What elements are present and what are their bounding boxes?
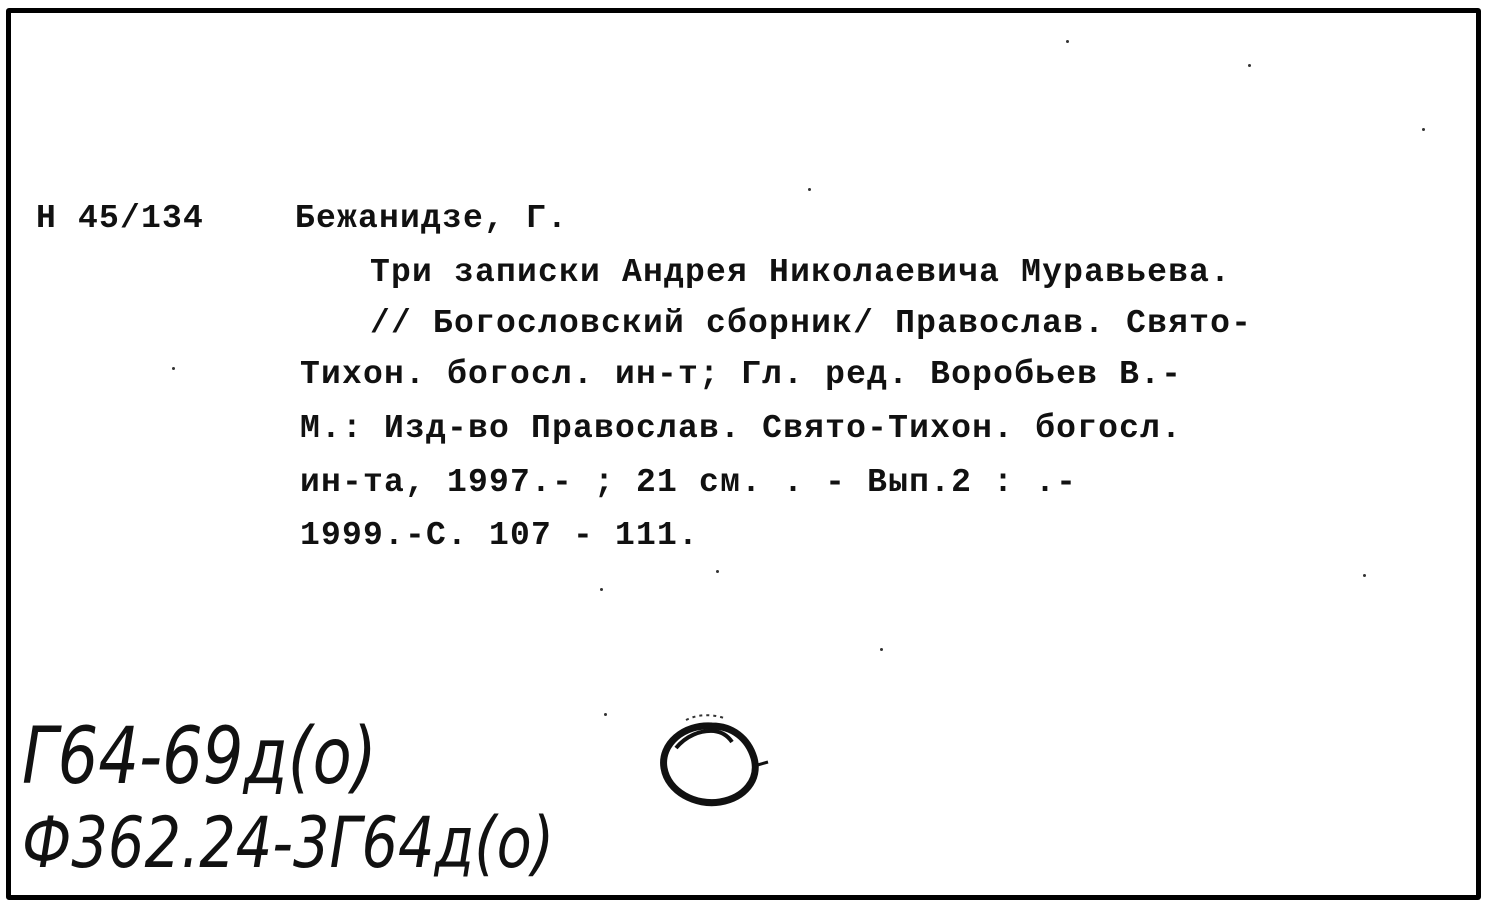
scan-speck — [600, 588, 603, 591]
handwritten-classification: Ф362.24-3Г64д(о) — [22, 802, 555, 884]
scan-speck — [880, 648, 883, 651]
scan-speck — [1363, 574, 1366, 577]
scan-speck — [1422, 128, 1425, 131]
scan-speck — [604, 713, 607, 716]
circle-stamp-icon — [652, 706, 774, 816]
scan-speck — [716, 570, 719, 573]
scan-speck — [1066, 40, 1069, 43]
description-line: Тихон. богосл. ин-т; Гл. ред. Воробьев В.- — [300, 356, 1183, 393]
author-heading: Бежанидзе, Г. — [295, 200, 569, 237]
description-line: // Богословский сборник/ Православ. Свято- — [370, 305, 1253, 342]
scan-speck — [1248, 64, 1251, 67]
description-line: М.: Изд-во Православ. Свято-Тихон. богосл. — [300, 410, 1183, 447]
scan-speck — [808, 188, 811, 191]
handwritten-shelfmark: Г64-69д(о) — [22, 712, 377, 802]
description-line: 1999.-С. 107 - 111. — [300, 517, 700, 554]
description-line: ин-та, 1997.- ; 21 см. . - Вып.2 : .- — [300, 464, 1078, 501]
title-line: Три записки Андрея Николаевича Муравьева. — [370, 254, 1232, 291]
scan-speck — [172, 367, 175, 370]
call-number: Н 45/134 — [36, 200, 205, 237]
